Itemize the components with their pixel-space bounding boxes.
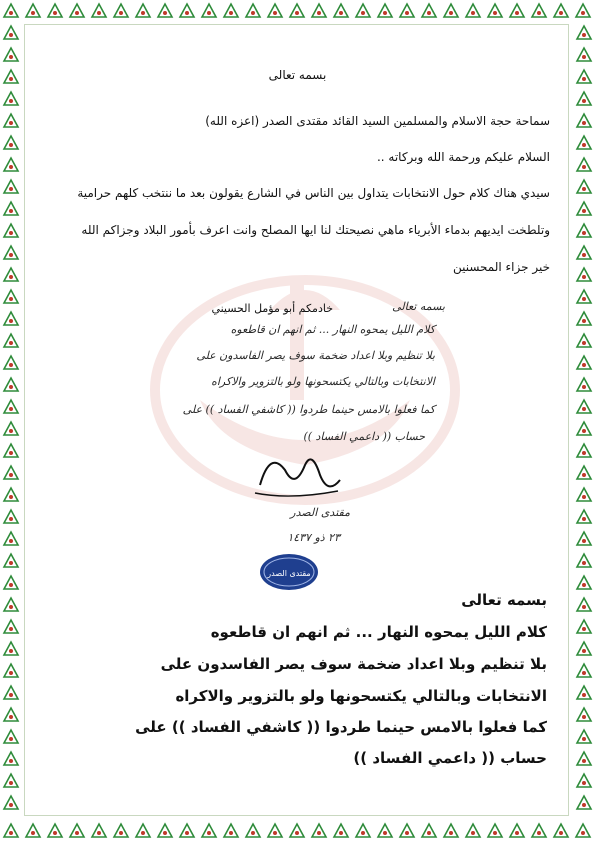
border-dot bbox=[405, 11, 409, 15]
border-motif bbox=[577, 26, 591, 39]
border-dot bbox=[582, 451, 586, 455]
border-motif bbox=[4, 312, 18, 325]
border-motif bbox=[4, 136, 18, 149]
border-motif bbox=[4, 708, 18, 721]
border-dot bbox=[9, 341, 13, 345]
border-dot bbox=[9, 583, 13, 587]
border-motif bbox=[577, 598, 591, 611]
border-motif bbox=[422, 4, 436, 17]
border-dot bbox=[9, 165, 13, 169]
border-motif bbox=[577, 312, 591, 325]
border-dot bbox=[582, 539, 586, 543]
border-motif bbox=[510, 4, 524, 17]
border-motif bbox=[26, 4, 40, 17]
border-dot bbox=[9, 561, 13, 565]
border-motif bbox=[202, 824, 216, 837]
signature-name: مقتدى الصدر bbox=[290, 506, 350, 519]
handwritten-line-2: بلا تنظيم وبلا اعداد ضخمة سوف يصر الفاسدون على bbox=[196, 349, 435, 362]
border-motif bbox=[334, 824, 348, 837]
border-motif bbox=[577, 554, 591, 567]
border-dot bbox=[471, 831, 475, 835]
border-motif bbox=[378, 4, 392, 17]
border-motif bbox=[246, 4, 260, 17]
border-motif bbox=[70, 824, 84, 837]
decorative-border-bottom bbox=[0, 820, 595, 842]
border-motif bbox=[70, 4, 84, 17]
border-motif bbox=[577, 114, 591, 127]
border-motif bbox=[4, 554, 18, 567]
border-motif bbox=[444, 4, 458, 17]
border-motif bbox=[577, 224, 591, 237]
border-motif bbox=[290, 4, 304, 17]
border-dot bbox=[449, 831, 453, 835]
border-motif bbox=[532, 824, 546, 837]
border-dot bbox=[383, 11, 387, 15]
border-motif bbox=[4, 488, 18, 501]
border-motif bbox=[4, 356, 18, 369]
border-motif bbox=[577, 180, 591, 193]
handwritten-line-4: كما فعلوا بالامس حينما طردوا (( كاشفي الفساد )) على bbox=[182, 403, 435, 416]
border-motif bbox=[577, 48, 591, 61]
letter-greeting: السلام عليكم ورحمة الله وبركاته .. bbox=[376, 150, 550, 164]
border-dot bbox=[582, 121, 586, 125]
border-dot bbox=[471, 11, 475, 15]
border-dot bbox=[9, 33, 13, 37]
border-motif bbox=[4, 92, 18, 105]
border-motif bbox=[180, 824, 194, 837]
border-dot bbox=[582, 275, 586, 279]
border-motif bbox=[577, 246, 591, 259]
border-motif bbox=[577, 356, 591, 369]
transcription-line-2: بلا تنظيم وبلا اعداد ضخمة سوف يصر الفاسدون على bbox=[160, 655, 547, 673]
border-motif bbox=[4, 466, 18, 479]
border-dot bbox=[9, 297, 13, 301]
border-dot bbox=[9, 495, 13, 499]
border-dot bbox=[9, 121, 13, 125]
border-dot bbox=[185, 831, 189, 835]
border-motif bbox=[4, 686, 18, 699]
border-dot bbox=[582, 187, 586, 191]
border-motif bbox=[4, 334, 18, 347]
border-dot bbox=[383, 831, 387, 835]
border-dot bbox=[163, 11, 167, 15]
border-dot bbox=[582, 319, 586, 323]
border-dot bbox=[9, 231, 13, 235]
border-dot bbox=[582, 803, 586, 807]
border-motif bbox=[4, 114, 18, 127]
border-motif bbox=[48, 824, 62, 837]
border-motif bbox=[577, 686, 591, 699]
border-dot bbox=[582, 253, 586, 257]
border-motif bbox=[577, 532, 591, 545]
border-dot bbox=[9, 209, 13, 213]
border-motif bbox=[4, 796, 18, 809]
border-dot bbox=[582, 473, 586, 477]
border-motif bbox=[577, 290, 591, 303]
border-dot bbox=[582, 605, 586, 609]
border-dot bbox=[582, 737, 586, 741]
border-motif bbox=[577, 444, 591, 457]
border-dot bbox=[9, 649, 13, 653]
border-dot bbox=[295, 11, 299, 15]
transcription-line-4: كما فعلوا بالامس حينما طردوا (( كاشفي الفساد )) على bbox=[135, 718, 547, 736]
border-motif bbox=[444, 824, 458, 837]
border-dot bbox=[537, 831, 541, 835]
border-dot bbox=[582, 407, 586, 411]
border-dot bbox=[229, 11, 233, 15]
decorative-border-right bbox=[573, 0, 595, 842]
border-motif bbox=[378, 824, 392, 837]
border-dot bbox=[9, 363, 13, 367]
border-motif bbox=[4, 422, 18, 435]
border-dot bbox=[582, 759, 586, 763]
border-dot bbox=[582, 649, 586, 653]
border-motif bbox=[510, 824, 524, 837]
border-dot bbox=[582, 715, 586, 719]
border-dot bbox=[229, 831, 233, 835]
border-motif bbox=[158, 4, 172, 17]
border-motif bbox=[466, 824, 480, 837]
border-motif bbox=[92, 4, 106, 17]
border-motif bbox=[577, 136, 591, 149]
border-dot bbox=[75, 831, 79, 835]
border-dot bbox=[582, 99, 586, 103]
border-motif bbox=[4, 268, 18, 281]
border-dot bbox=[9, 715, 13, 719]
border-motif bbox=[136, 4, 150, 17]
border-motif bbox=[312, 4, 326, 17]
handwritten-line-1: كلام الليل يمحوه النهار ... ثم انهم ان قاطعوه bbox=[230, 323, 435, 336]
border-motif bbox=[4, 158, 18, 171]
border-motif bbox=[268, 4, 282, 17]
border-dot bbox=[295, 831, 299, 835]
border-dot bbox=[582, 583, 586, 587]
border-dot bbox=[9, 473, 13, 477]
border-dot bbox=[515, 831, 519, 835]
border-motif bbox=[4, 444, 18, 457]
border-dot bbox=[273, 11, 277, 15]
border-dot bbox=[361, 11, 365, 15]
border-motif bbox=[4, 510, 18, 523]
border-motif bbox=[4, 532, 18, 545]
border-motif bbox=[180, 4, 194, 17]
border-dot bbox=[582, 561, 586, 565]
border-motif bbox=[4, 246, 18, 259]
border-motif bbox=[224, 824, 238, 837]
border-dot bbox=[9, 385, 13, 389]
border-dot bbox=[141, 831, 145, 835]
border-dot bbox=[9, 99, 13, 103]
border-dot bbox=[317, 11, 321, 15]
border-motif bbox=[577, 774, 591, 787]
border-motif bbox=[577, 576, 591, 589]
border-motif bbox=[577, 510, 591, 523]
letter-salutation: سماحة حجة الاسلام والمسلمين السيد القائد مقتدى الصدر (اعزه الله) bbox=[205, 114, 550, 128]
border-motif bbox=[577, 488, 591, 501]
border-dot bbox=[582, 495, 586, 499]
border-dot bbox=[251, 11, 255, 15]
border-motif bbox=[577, 202, 591, 215]
border-dot bbox=[493, 831, 497, 835]
border-motif bbox=[4, 598, 18, 611]
border-dot bbox=[515, 11, 519, 15]
border-motif bbox=[532, 4, 546, 17]
border-dot bbox=[339, 831, 343, 835]
border-dot bbox=[9, 319, 13, 323]
border-motif bbox=[577, 92, 591, 105]
border-dot bbox=[251, 831, 255, 835]
transcription-line-3: الانتخابات وبالتالي يكتسحونها ولو بالتزوير والاكراه bbox=[175, 687, 547, 705]
border-dot bbox=[119, 11, 123, 15]
border-motif bbox=[4, 576, 18, 589]
handwritten-basmala: بسمه تعالى bbox=[392, 300, 445, 313]
border-motif bbox=[48, 4, 62, 17]
border-dot bbox=[582, 165, 586, 169]
border-dot bbox=[582, 671, 586, 675]
border-motif bbox=[4, 752, 18, 765]
border-dot bbox=[405, 831, 409, 835]
border-dot bbox=[361, 831, 365, 835]
border-dot bbox=[9, 429, 13, 433]
border-dot bbox=[273, 831, 277, 835]
border-motif bbox=[4, 642, 18, 655]
border-dot bbox=[9, 605, 13, 609]
border-dot bbox=[9, 759, 13, 763]
border-dot bbox=[582, 297, 586, 301]
border-dot bbox=[582, 385, 586, 389]
signature-date: ٢٣ ذو ١٤٣٧ bbox=[287, 531, 340, 544]
border-motif bbox=[4, 774, 18, 787]
signature bbox=[250, 445, 345, 505]
border-dot bbox=[582, 209, 586, 213]
border-motif bbox=[422, 824, 436, 837]
border-dot bbox=[9, 275, 13, 279]
border-motif bbox=[577, 752, 591, 765]
border-dot bbox=[317, 831, 321, 835]
border-dot bbox=[427, 11, 431, 15]
border-motif bbox=[4, 664, 18, 677]
border-motif bbox=[202, 4, 216, 17]
border-motif bbox=[4, 620, 18, 633]
border-dot bbox=[582, 627, 586, 631]
decorative-border-left bbox=[0, 0, 22, 842]
border-motif bbox=[577, 378, 591, 391]
border-dot bbox=[9, 253, 13, 257]
border-motif bbox=[4, 730, 18, 743]
border-motif bbox=[4, 400, 18, 413]
border-motif bbox=[114, 4, 128, 17]
border-dot bbox=[9, 187, 13, 191]
border-motif bbox=[136, 824, 150, 837]
letter-body-line-3: خير جزاء المحسنين bbox=[452, 260, 550, 274]
border-motif bbox=[577, 400, 591, 413]
border-dot bbox=[9, 517, 13, 521]
letter-body-line-2: وتلطخت ايديهم بدماء الأبرياء ماهي نصيحتك لنا ايها المصلح وانت اعرف بأمور البلاد وجزاكم الله bbox=[81, 223, 550, 237]
border-motif bbox=[92, 824, 106, 837]
letter-sender: خادمكم أبو مؤمل الحسيني bbox=[211, 302, 333, 315]
border-dot bbox=[9, 451, 13, 455]
border-dot bbox=[582, 231, 586, 235]
border-motif bbox=[488, 824, 502, 837]
border-dot bbox=[582, 517, 586, 521]
border-dot bbox=[339, 11, 343, 15]
border-dot bbox=[97, 11, 101, 15]
border-motif bbox=[334, 4, 348, 17]
border-motif bbox=[554, 4, 568, 17]
border-dot bbox=[53, 11, 57, 15]
border-dot bbox=[9, 693, 13, 697]
border-motif bbox=[356, 824, 370, 837]
border-dot bbox=[9, 407, 13, 411]
border-dot bbox=[582, 693, 586, 697]
border-dot bbox=[97, 831, 101, 835]
border-motif bbox=[290, 824, 304, 837]
border-dot bbox=[9, 627, 13, 631]
border-motif bbox=[224, 4, 238, 17]
border-dot bbox=[582, 33, 586, 37]
border-motif bbox=[554, 824, 568, 837]
border-dot bbox=[75, 11, 79, 15]
border-motif bbox=[488, 4, 502, 17]
border-motif bbox=[577, 268, 591, 281]
transcription-basmala: بسمه تعالى bbox=[461, 591, 547, 609]
border-motif bbox=[577, 620, 591, 633]
border-motif bbox=[246, 824, 260, 837]
border-dot bbox=[207, 11, 211, 15]
border-dot bbox=[9, 671, 13, 675]
border-dot bbox=[582, 55, 586, 59]
decorative-border-top bbox=[0, 0, 595, 22]
border-motif bbox=[158, 824, 172, 837]
seal-text: مقتدى الصدر bbox=[267, 569, 311, 578]
border-dot bbox=[31, 11, 35, 15]
border-motif bbox=[114, 824, 128, 837]
border-dot bbox=[119, 831, 123, 835]
border-dot bbox=[582, 781, 586, 785]
border-dot bbox=[141, 11, 145, 15]
border-dot bbox=[31, 831, 35, 835]
transcription-line-1: كلام الليل يمحوه النهار ... ثم انهم ان قاطعوه bbox=[210, 623, 547, 641]
border-motif bbox=[4, 48, 18, 61]
border-motif bbox=[577, 334, 591, 347]
border-dot bbox=[493, 11, 497, 15]
border-dot bbox=[582, 143, 586, 147]
border-motif bbox=[400, 4, 414, 17]
border-dot bbox=[427, 831, 431, 835]
border-dot bbox=[9, 55, 13, 59]
border-dot bbox=[9, 143, 13, 147]
border-dot bbox=[449, 11, 453, 15]
border-dot bbox=[559, 831, 563, 835]
border-motif bbox=[577, 708, 591, 721]
border-motif bbox=[312, 824, 326, 837]
border-dot bbox=[582, 363, 586, 367]
border-dot bbox=[559, 11, 563, 15]
border-motif bbox=[577, 796, 591, 809]
border-motif bbox=[4, 202, 18, 215]
border-dot bbox=[582, 429, 586, 433]
border-dot bbox=[207, 831, 211, 835]
border-dot bbox=[9, 737, 13, 741]
border-motif bbox=[4, 378, 18, 391]
border-motif bbox=[4, 180, 18, 193]
border-dot bbox=[9, 539, 13, 543]
handwritten-line-5: حساب (( داعمي الفساد )) bbox=[303, 430, 425, 443]
border-motif bbox=[577, 466, 591, 479]
transcription-line-5: حساب (( داعمي الفساد )) bbox=[353, 749, 547, 767]
border-dot bbox=[185, 11, 189, 15]
border-dot bbox=[537, 11, 541, 15]
border-motif bbox=[268, 824, 282, 837]
border-motif bbox=[356, 4, 370, 17]
border-dot bbox=[582, 341, 586, 345]
border-motif bbox=[4, 224, 18, 237]
border-motif bbox=[4, 290, 18, 303]
border-motif bbox=[577, 664, 591, 677]
border-dot bbox=[9, 803, 13, 807]
border-dot bbox=[9, 781, 13, 785]
border-motif bbox=[26, 824, 40, 837]
handwritten-line-3: الانتخابات وبالتالي يكتسحونها ولو بالتزوير والاكراه bbox=[211, 375, 435, 388]
border-motif bbox=[577, 642, 591, 655]
border-motif bbox=[577, 158, 591, 171]
border-motif bbox=[400, 824, 414, 837]
border-dot bbox=[53, 831, 57, 835]
border-motif bbox=[4, 26, 18, 39]
border-motif bbox=[577, 422, 591, 435]
letter-body-line-1: سيدي هناك كلام حول الانتخابات يتداول بين الناس في الشارع يقولون بعد ما ننتخب كلهم حرامية bbox=[77, 186, 550, 200]
letter-basmala: بسمه تعالى bbox=[268, 68, 327, 82]
border-dot bbox=[163, 831, 167, 835]
border-motif bbox=[577, 730, 591, 743]
border-motif bbox=[466, 4, 480, 17]
